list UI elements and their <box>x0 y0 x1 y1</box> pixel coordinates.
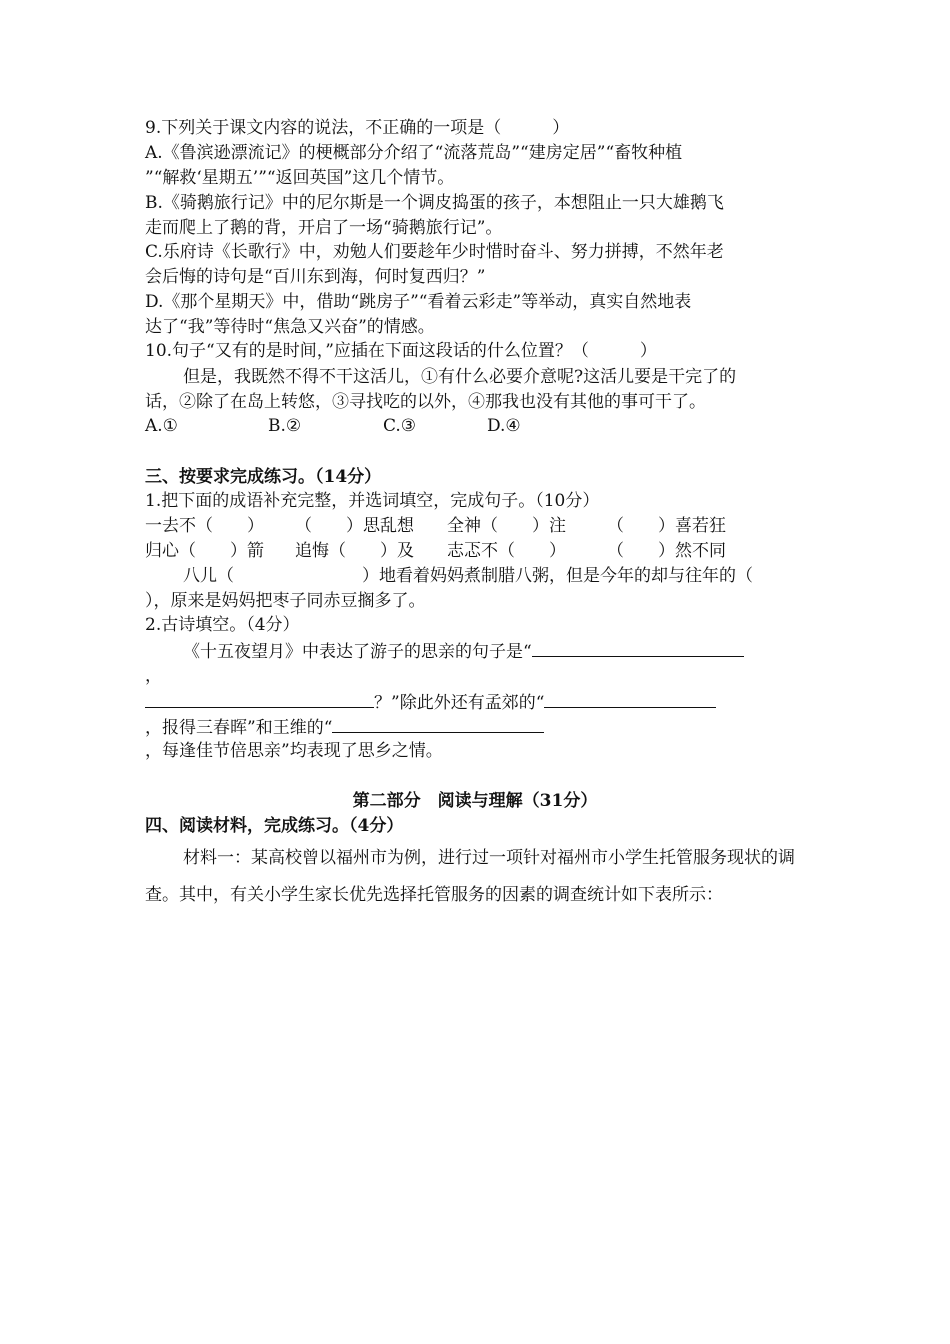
poem-line-1 <box>183 638 744 664</box>
poem-line-5: ，每逢佳节倍思亲”均表现了思乡之情。 <box>145 741 443 761</box>
section4-heading: 四、阅读材料，完成练习。（4分） <box>145 816 404 836</box>
idiom-row-1 <box>145 514 726 538</box>
q9-stem: 9.下列关于课文内容的说法，不正确的一项是（ ） <box>145 118 570 138</box>
idiom-item: 追悔（ ）及 <box>295 541 414 561</box>
q9-option-d-line2: 达了“我”等待时“焦急又兴奋”的情感。 <box>145 317 435 337</box>
poem-answer-blank[interactable] <box>532 638 744 657</box>
q9-option-c-line1: C.乐府诗《长歌行》中，劝勉人们要趁年少时惜时奋斗、努力拼搏，不然年老 <box>145 242 724 262</box>
section3-q1-stem: 1.把下面的成语补充完整，并选词填空，完成句子。（10分） <box>145 491 600 511</box>
q9-option-a-line1: A.《鲁滨逊漂流记》的梗概部分介绍了“流落荒岛”“建房定居”“畜牧种植 <box>145 143 683 163</box>
q10-option-a: A.① <box>145 416 178 436</box>
section3-q2-stem: 2.古诗填空。（4分） <box>145 615 300 635</box>
poem-comma: ， <box>145 666 162 686</box>
poem-line-3 <box>145 689 716 715</box>
idiom-item: （ ）喜若狂 <box>607 516 726 536</box>
q10-option-d: D.④ <box>487 416 521 436</box>
idiom-item: 志忑不（ ） <box>447 541 566 561</box>
q9-option-b-line2: 走而爬上了鹅的背，开启了一场“骑鹅旅行记”。 <box>145 218 503 238</box>
poem-text-c: ？”除此外还有孟郊的“ <box>374 693 545 713</box>
material1-paragraph: 材料一：某高校曾以福州市为例，进行过一项针对福州市小学生托管服务现状的调查。其中，有关小学生家长优先选择托管服务的因素的调查统计如下表所示： <box>145 848 795 905</box>
poem-text-d: ，报得三春晖”和王维的“ <box>145 718 333 738</box>
idiom-item: （ ）然不同 <box>607 541 726 561</box>
q9-option-b-line1: B.《骑鹅旅行记》中的尼尔斯是一个调皮捣蛋的孩子，本想阻止一只大雄鹅飞 <box>145 193 724 213</box>
part2-title: 第二部分 阅读与理解（31分） <box>352 791 598 811</box>
fill-sentence-middle: ）地看着妈妈煮制腊八粥，但是今年的却与往年的（ <box>362 566 753 586</box>
poem-answer-blank[interactable] <box>332 714 544 733</box>
q10-passage-line1: 但是，我既然不得不干这活儿，①有什么必要介意呢?这活儿要是干完了的 <box>183 367 737 387</box>
q10-option-b: B.② <box>268 416 302 436</box>
poem-answer-blank[interactable] <box>145 689 374 708</box>
q10-stem: 10.句子“又有的是时间，”应插在下面这段话的什么位置？（ ） <box>145 341 657 361</box>
idiom-item: 归心（ ）箭 <box>145 541 264 561</box>
q10-option-c: C.③ <box>383 416 417 436</box>
section3-heading: 三、按要求完成练习。（14分） <box>145 467 382 487</box>
fill-sentence-line2: ），原来是妈妈把枣子同赤豆搁多了。 <box>145 591 426 611</box>
idiom-item: 一去不（ ） <box>145 516 264 536</box>
q9-option-c-line2: 会后悔的诗句是“百川东到海，何时复西归？” <box>145 267 486 287</box>
fill-sentence-start: 八儿（ <box>183 566 234 586</box>
idiom-row-2 <box>145 539 726 563</box>
q9-option-a-line2: ”“解救‘星期五’”“返回英国”这几个情节。 <box>145 168 455 188</box>
idiom-item: 全神（ ）注 <box>447 516 566 536</box>
idiom-item: （ ）思乱想 <box>295 516 414 536</box>
fill-sentence-line1 <box>183 564 753 588</box>
poem-line-4 <box>145 714 544 740</box>
q10-options <box>145 414 521 438</box>
poem-answer-blank[interactable] <box>544 689 716 708</box>
q10-passage-line2: 话，②除了在岛上转悠，③寻找吃的以外，④那我也没有其他的事可干了。 <box>145 392 706 412</box>
poem-text-a: 《十五夜望月》中表达了游子的思亲的句子是“ <box>183 642 532 662</box>
q9-option-d-line1: D.《那个星期天》中，借助“跳房子”“看着云彩走”等举动，真实自然地表 <box>145 292 692 312</box>
